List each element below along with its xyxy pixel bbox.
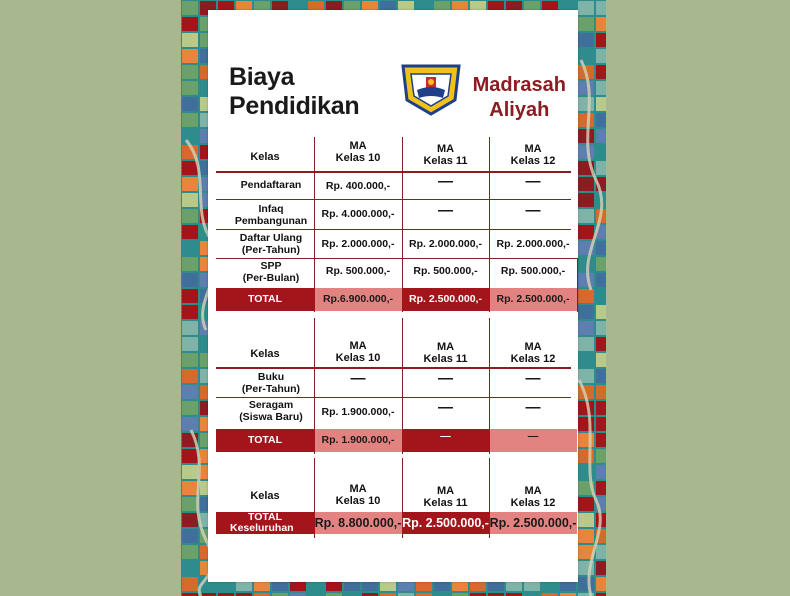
grand-total-value: Rp. 8.800.000,-: [314, 516, 402, 530]
row-label-sub: (Per-Tahun): [241, 383, 301, 395]
dash-icon: —: [438, 399, 453, 416]
header-kelas: Kelas: [250, 348, 280, 360]
row-label-sub: Pembangunan: [234, 215, 308, 227]
cell-value: Rp. 400.000,-: [325, 180, 391, 192]
cell-value: Rp. 4.000.000,-: [321, 208, 395, 220]
total-value: Rp. 1.900.000,-: [321, 434, 395, 446]
dash-icon: —: [525, 399, 541, 416]
dash-icon: —: [350, 370, 366, 387]
total-value: Rp.6.900.000,-: [322, 293, 394, 305]
cell-value: Rp. 500.000,-: [325, 265, 391, 277]
title-line-1: Biaya: [229, 63, 295, 91]
cell-value: Rp. 1.900.000,-: [321, 406, 395, 418]
poster: [181, 0, 606, 596]
fee-table: [181, 0, 606, 596]
row-label: Daftar Ulang: [239, 232, 303, 244]
cell-value: Rp. 2.000.000,-: [409, 238, 482, 250]
dash-icon: —: [440, 430, 451, 442]
dash-icon: —: [525, 370, 541, 387]
row-label: Infaq: [258, 203, 284, 215]
header-ma-11: MA: [436, 143, 455, 155]
header-ma-10: MA: [349, 140, 367, 152]
cell-value: Rp. 500.000,-: [413, 265, 478, 277]
row-label-sub: (Per-Tahun): [241, 244, 301, 256]
header-ma-12: MA: [524, 341, 542, 353]
row-label-sub: (Siswa Baru): [239, 411, 303, 423]
row-label: Buku: [257, 371, 285, 383]
subtitle-line-2: Aliyah: [489, 99, 550, 121]
header-kelas-12: Kelas 12: [510, 497, 556, 509]
header-kelas-11: Kelas 11: [423, 155, 468, 167]
dash-icon: —: [438, 370, 453, 387]
grand-total-value: Rp. 2.500.000,-: [489, 516, 577, 530]
header-kelas-12: Kelas 12: [510, 353, 556, 365]
header-kelas-10: Kelas 10: [335, 152, 381, 164]
total-value: Rp. 2.500.000,-: [496, 293, 570, 305]
header-kelas: Kelas: [250, 490, 280, 502]
row-label: Pendaftaran: [240, 179, 302, 191]
cell-value: Rp. 500.000,-: [500, 265, 566, 277]
dash-icon: —: [527, 430, 539, 442]
header-ma-11: MA: [436, 485, 455, 497]
title-line-2: Pendidikan: [229, 92, 360, 120]
grand-total-label-1: TOTAL: [247, 511, 283, 523]
total-value: Rp. 2.500.000,-: [409, 293, 482, 305]
header-ma-10: MA: [349, 483, 367, 495]
header-kelas-11: Kelas 11: [423, 497, 468, 509]
row-label: Seragam: [248, 399, 294, 411]
dash-icon: —: [525, 202, 541, 219]
dash-icon: —: [525, 173, 541, 190]
grand-total-value: Rp. 2.500.000,-: [402, 516, 489, 530]
header-kelas-12: Kelas 12: [510, 155, 556, 167]
row-label: SPP: [260, 260, 282, 272]
cell-value: Rp. 2.000.000,-: [321, 238, 395, 250]
header-ma-10: MA: [349, 340, 367, 352]
subtitle-line-1: Madrasah: [472, 74, 566, 96]
header-kelas-10: Kelas 10: [335, 352, 381, 364]
header-kelas: Kelas: [250, 151, 280, 163]
header-ma-12: MA: [524, 485, 542, 497]
header-kelas-10: Kelas 10: [335, 495, 381, 507]
header-kelas-11: Kelas 11: [423, 353, 468, 365]
dash-icon: —: [438, 202, 453, 219]
grand-total-label-2: Keseluruhan: [230, 522, 294, 534]
grand-total-label: [216, 512, 314, 534]
header-ma-12: MA: [524, 143, 542, 155]
total-label: TOTAL: [247, 293, 283, 305]
total-label: TOTAL: [247, 434, 283, 446]
row-label-sub: (Per-Bulan): [242, 272, 300, 284]
cell-value: Rp. 2.000.000,-: [496, 238, 570, 250]
dash-icon: —: [438, 173, 453, 190]
header-ma-11: MA: [436, 341, 455, 353]
